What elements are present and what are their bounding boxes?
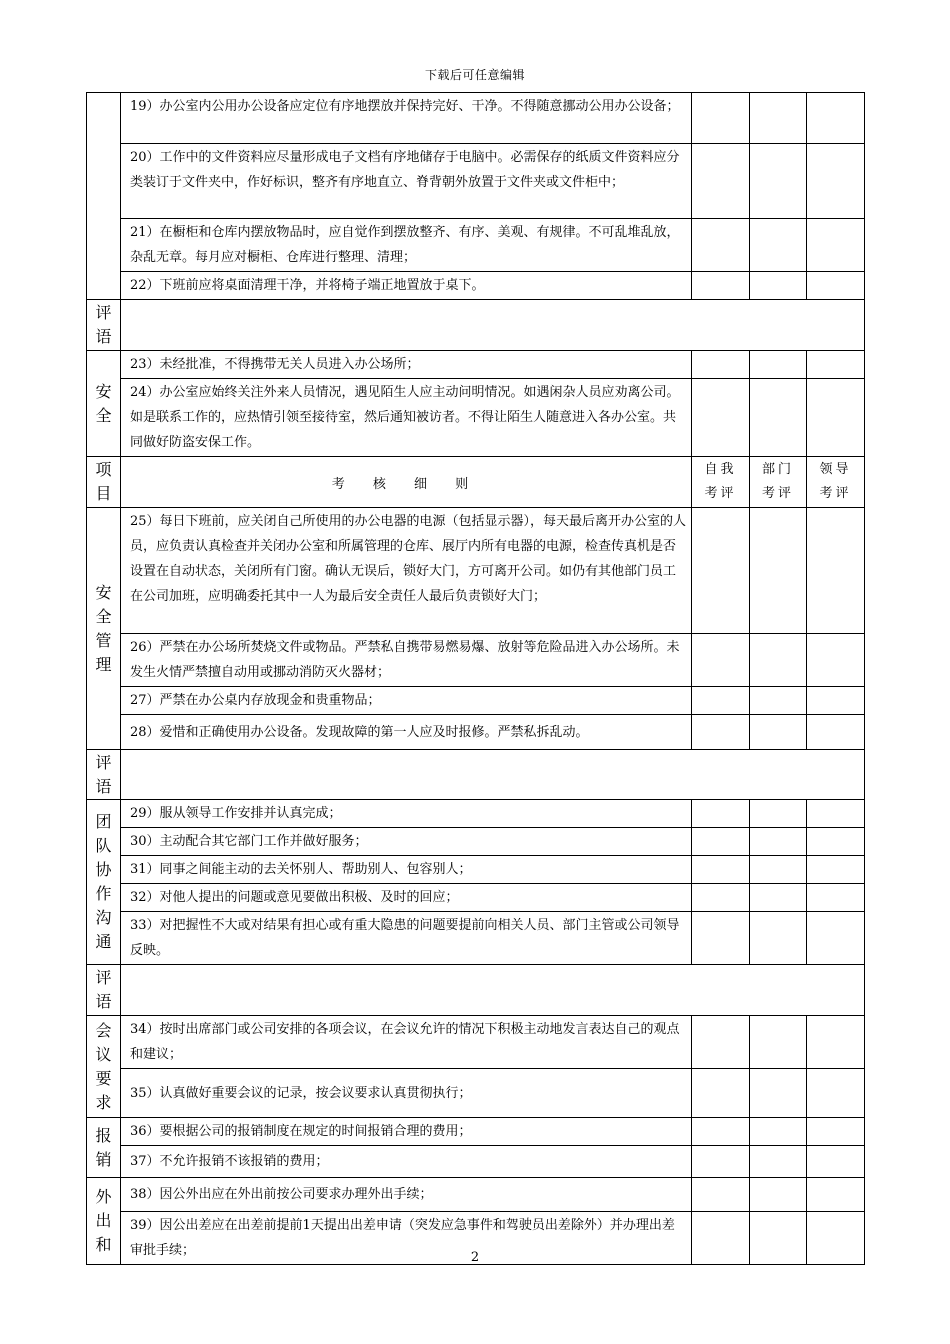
rule-item: 30）主动配合其它部门工作并做好服务；	[121, 828, 692, 856]
table-row	[87, 144, 865, 219]
self-eval-cell[interactable]	[692, 1146, 750, 1178]
table-row	[87, 912, 865, 965]
table-row	[87, 1016, 865, 1069]
leader-eval-cell[interactable]	[807, 144, 865, 219]
dept-eval-cell[interactable]	[750, 1146, 807, 1178]
self-eval-cell[interactable]	[692, 1178, 750, 1212]
self-eval-cell[interactable]	[692, 884, 750, 912]
rule-item: 28）爱惜和正确使用办公设备。发现故障的第一人应及时报修。严禁私拆乱动。	[121, 715, 692, 750]
dept-eval-cell[interactable]	[750, 219, 807, 272]
comment-label: 评 语	[87, 300, 121, 351]
rule-item: 20）工作中的文件资料应尽量形成电子文档有序地储存于电脑中。必需保存的纸质文件资料应分类装订于文件夹中，作好标识，整齐有序地直立、脊背朝外放置于文件夹或文件柜中；	[121, 144, 692, 219]
category-cell: 安 全 管 理	[87, 508, 121, 750]
dept-eval-cell[interactable]	[750, 272, 807, 300]
leader-eval-cell[interactable]	[807, 379, 865, 457]
table-row	[87, 828, 865, 856]
table-row	[87, 1118, 865, 1146]
comment-field[interactable]	[121, 300, 865, 351]
rule-item: 39）因公出差应在出差前提前1天提出出差申请（突发应急事件和驾驶员出差除外）并办理出差审批手续；	[121, 1212, 692, 1265]
page-header: 下载后可任意编辑	[424, 68, 525, 82]
table-row	[87, 272, 865, 300]
table-row	[87, 884, 865, 912]
leader-eval-cell[interactable]	[807, 219, 865, 272]
category-cell: 外 出 和	[87, 1178, 121, 1265]
leader-eval-cell[interactable]	[807, 884, 865, 912]
dept-eval-cell[interactable]	[750, 379, 807, 457]
leader-eval-cell[interactable]	[807, 1178, 865, 1212]
dept-eval-cell[interactable]	[750, 715, 807, 750]
leader-eval-cell[interactable]	[807, 508, 865, 634]
table-row	[87, 1069, 865, 1118]
dept-eval-cell[interactable]	[750, 634, 807, 687]
table-row	[87, 508, 865, 634]
category-cell: 团 队 协 作 沟 通	[87, 800, 121, 965]
category-cell	[87, 93, 121, 300]
table-row	[87, 351, 865, 379]
self-eval-cell[interactable]	[692, 687, 750, 715]
table-row	[87, 715, 865, 750]
self-eval-cell[interactable]	[692, 634, 750, 687]
dept-eval-cell[interactable]	[750, 1016, 807, 1069]
dept-eval-cell[interactable]	[750, 800, 807, 828]
leader-eval-cell[interactable]	[807, 272, 865, 300]
comment-field[interactable]	[121, 965, 865, 1016]
rule-item: 35）认真做好重要会议的记录，按会议要求认真贯彻执行；	[121, 1069, 692, 1118]
comment-field[interactable]	[121, 750, 865, 800]
self-eval-cell[interactable]	[692, 219, 750, 272]
rule-item: 29）服从领导工作安排并认真完成；	[121, 800, 692, 828]
leader-eval-cell[interactable]	[807, 1016, 865, 1069]
rule-item: 22）下班前应将桌面清理干净，并将椅子端正地置放于桌下。	[121, 272, 692, 300]
dept-eval-cell[interactable]	[750, 1118, 807, 1146]
page-number: 2	[470, 1250, 480, 1265]
comment-row	[87, 750, 865, 800]
leader-eval-cell[interactable]	[807, 1118, 865, 1146]
leader-eval-cell[interactable]	[807, 351, 865, 379]
leader-eval-header: 领导 考评	[807, 457, 865, 508]
dept-eval-cell[interactable]	[750, 351, 807, 379]
leader-eval-cell[interactable]	[807, 856, 865, 884]
leader-eval-cell[interactable]	[807, 828, 865, 856]
self-eval-cell[interactable]	[692, 1069, 750, 1118]
category-cell: 安 全	[87, 351, 121, 457]
rule-item: 21）在橱柜和仓库内摆放物品时，应自觉作到摆放整齐、有序、美观、有规律。不可乱堆乱放，杂乱无章。每月应对橱柜、仓库进行整理、清理；	[121, 219, 692, 272]
leader-eval-cell[interactable]	[807, 687, 865, 715]
leader-eval-cell[interactable]	[807, 715, 865, 750]
table-row	[87, 687, 865, 715]
comment-row	[87, 300, 865, 351]
rule-item: 24）办公室应始终关注外来人员情况，遇见陌生人应主动问明情况。如遇闲杂人员应劝离公司。如是联系工作的，应热情引领至接待室，然后通知被访者。不得让陌生人随意进入各办公室。共同做好防盗安保工作。	[121, 379, 692, 457]
dept-eval-cell[interactable]	[750, 856, 807, 884]
comment-label: 评 语	[87, 750, 121, 800]
self-eval-cell[interactable]	[692, 856, 750, 884]
comment-label: 评 语	[87, 965, 121, 1016]
self-eval-cell[interactable]	[692, 1016, 750, 1069]
category-cell: 会 议 要 求	[87, 1016, 121, 1118]
dept-eval-cell[interactable]	[750, 1069, 807, 1118]
assessment-table	[86, 92, 865, 1265]
self-eval-cell[interactable]	[692, 1118, 750, 1146]
rule-item: 33）对把握性不大或对结果有担心或有重大隐患的问题要提前向相关人员、部门主管或公司领导反映。	[121, 912, 692, 965]
table-row	[87, 800, 865, 828]
leader-eval-cell[interactable]	[807, 1069, 865, 1118]
column-header-row	[87, 457, 865, 508]
self-eval-cell[interactable]	[692, 800, 750, 828]
self-eval-cell[interactable]	[692, 379, 750, 457]
rule-item: 34）按时出席部门或公司安排的各项会议，在会议允许的情况下积极主动地发言表达自己的观点和建议；	[121, 1016, 692, 1069]
rule-item: 32）对他人提出的问题或意见要做出积极、及时的回应；	[121, 884, 692, 912]
rule-item: 26）严禁在办公场所焚烧文件或物品。严禁私自携带易燃易爆、放射等危险品进入办公场所。未发生火情严禁擅自动用或挪动消防灭火器材；	[121, 634, 692, 687]
leader-eval-cell[interactable]	[807, 634, 865, 687]
rules-column-header: 考 核 细 则	[121, 457, 692, 508]
table-row	[87, 93, 865, 144]
rule-item: 31）同事之间能主动的去关怀别人、帮助别人、包容别人；	[121, 856, 692, 884]
rule-item: 23）未经批准，不得携带无关人员进入办公场所；	[121, 351, 692, 379]
self-eval-cell[interactable]	[692, 508, 750, 634]
table-row	[87, 634, 865, 687]
rule-item: 27）严禁在办公桌内存放现金和贵重物品；	[121, 687, 692, 715]
self-eval-cell[interactable]	[692, 144, 750, 219]
dept-eval-header: 部门 考评	[750, 457, 807, 508]
dept-eval-cell[interactable]	[750, 912, 807, 965]
self-eval-cell[interactable]	[692, 912, 750, 965]
category-cell: 报 销	[87, 1118, 121, 1178]
table-row	[87, 379, 865, 457]
dept-eval-cell[interactable]	[750, 828, 807, 856]
leader-eval-cell[interactable]	[807, 800, 865, 828]
self-eval-header: 自我 考评	[692, 457, 750, 508]
self-eval-cell[interactable]	[692, 828, 750, 856]
table-row	[87, 1146, 865, 1178]
leader-eval-cell[interactable]	[807, 93, 865, 144]
self-eval-cell[interactable]	[692, 351, 750, 379]
dept-eval-cell[interactable]	[750, 93, 807, 144]
dept-eval-cell[interactable]	[750, 884, 807, 912]
self-eval-cell[interactable]	[692, 715, 750, 750]
comment-row	[87, 965, 865, 1016]
dept-eval-cell[interactable]	[750, 1178, 807, 1212]
table-row	[87, 1178, 865, 1212]
dept-eval-cell[interactable]	[750, 508, 807, 634]
dept-eval-cell[interactable]	[750, 144, 807, 219]
item-column-header: 项 目	[87, 457, 121, 508]
rule-item: 37）不允许报销不该报销的费用；	[121, 1146, 692, 1178]
leader-eval-cell[interactable]	[807, 912, 865, 965]
dept-eval-cell[interactable]	[750, 687, 807, 715]
leader-eval-cell[interactable]	[807, 1146, 865, 1178]
rule-item: 19）办公室内公用办公设备应定位有序地摆放并保持完好、干净。不得随意挪动公用办公设备；	[121, 93, 692, 144]
table-row	[87, 856, 865, 884]
rule-item: 38）因公外出应在外出前按公司要求办理外出手续；	[121, 1178, 692, 1212]
self-eval-cell[interactable]	[692, 272, 750, 300]
table-row	[87, 219, 865, 272]
self-eval-cell[interactable]	[692, 93, 750, 144]
rule-item: 36）要根据公司的报销制度在规定的时间报销合理的费用；	[121, 1118, 692, 1146]
rule-item: 25）每日下班前，应关闭自己所使用的办公电器的电源（包括显示器），每天最后离开办公室的人员，应负责认真检查并关闭办公室和所属管理的仓库、展厅内所有电器的电源，检查传真机是否设置在自动状态，关闭所有门窗。确认无误后，锁好大门，方可离开公司。如仍有其他部门员工在公司加班，应明确委托其中一人为最后安全责任人最后负责锁好大门；	[121, 508, 692, 634]
